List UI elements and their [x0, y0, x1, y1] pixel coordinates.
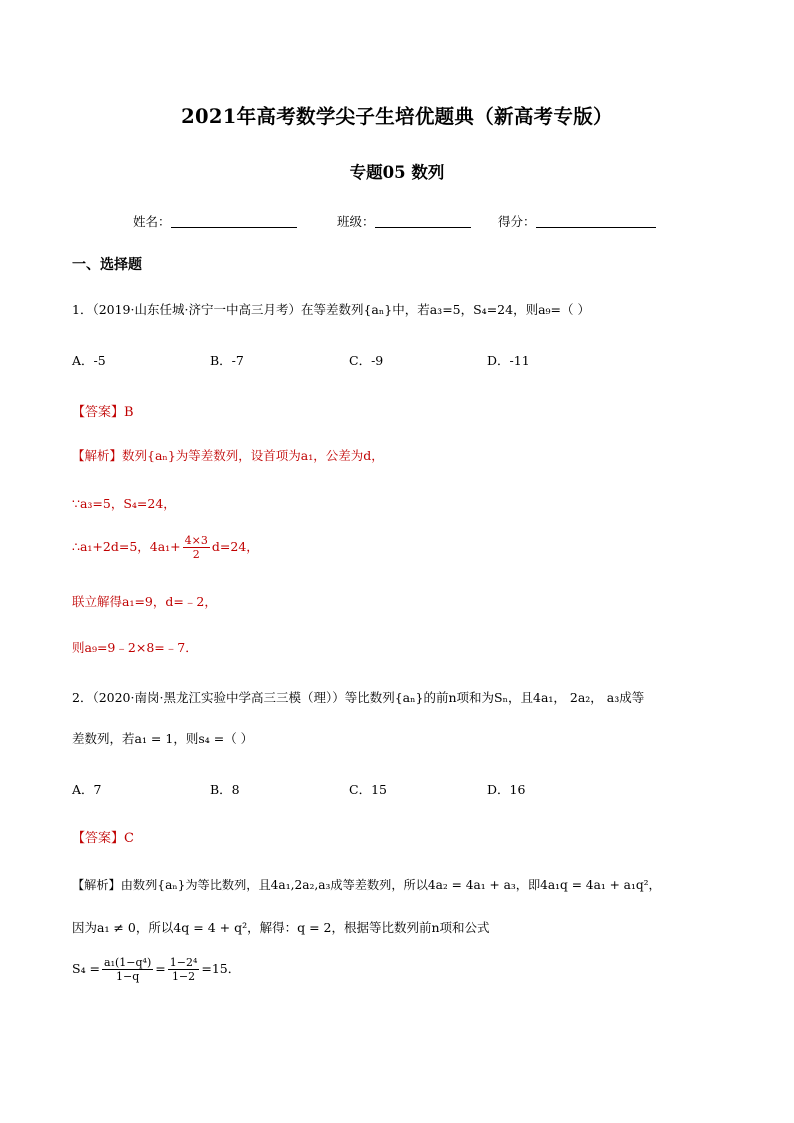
q2-formula-lhs: S₄ =	[72, 961, 101, 976]
q2-fraction-2-numerator: 1−2⁴	[169, 956, 198, 969]
name-label: 姓名：	[133, 214, 171, 229]
q1-option-a[interactable]: A．-5	[72, 353, 106, 368]
score-field[interactable]	[498, 212, 656, 230]
q2-fraction-1-denominator: 1−q	[116, 970, 140, 983]
q1-fraction-denominator: 2	[192, 548, 200, 561]
document-title: 2021年高考数学尖子生培优题典（新高考专版）	[181, 105, 613, 128]
q2-analysis-line-1: 【解析】由数列{aₙ}为等比数列，且4a₁,2a₂,a₃成等差数列，所以4a₂ = 4a₁ + a₃，即4a₁q = 4a₁ + a₁q²，	[72, 878, 661, 892]
q2-formula	[72, 956, 240, 983]
q1-fraction-numerator: 4×3	[184, 534, 208, 547]
q2-option-b[interactable]: B．8	[210, 782, 240, 797]
name-blank[interactable]	[171, 213, 297, 228]
class-label: 班级：	[337, 214, 375, 229]
score-label: 得分：	[498, 214, 536, 229]
q1-fraction	[183, 534, 210, 561]
q2-formula-equals: =	[155, 961, 166, 976]
q2-answer: 【答案】C	[72, 831, 134, 846]
q1-analysis-line-5: 则a₉=9﹣2×8=﹣7．	[72, 640, 198, 655]
class-blank[interactable]	[375, 213, 471, 228]
question-2-stem-line-1: 2．（2020·南岗·黑龙江实验中学高三三模（理））等比数列{aₙ}的前n项和为Sₙ，且4a₁， 2a₂， a₃成等	[72, 690, 645, 705]
question-2-stem-line-2: 差数列，若a₁ = 1，则s₄ =（ ）	[72, 731, 254, 746]
q1-analysis-line-2: ∵a₃=5，S₄=24，	[72, 496, 176, 511]
q1-analysis-line-1: 【解析】数列{aₙ}为等差数列，设首项为a₁，公差为d，	[72, 448, 384, 463]
q1-analysis-line-3-start: ∴a₁+2d=5，4a₁+	[72, 539, 181, 554]
q1-analysis-line-3	[72, 534, 259, 561]
q2-formula-fraction-2	[168, 956, 200, 983]
q2-option-c[interactable]: C．15	[349, 782, 387, 797]
q2-formula-fraction-1	[102, 956, 153, 983]
q1-analysis-line-4: 联立解得a₁=9，d=﹣2，	[72, 594, 217, 609]
q2-fraction-1-numerator: a₁(1−q⁴)	[104, 956, 152, 969]
q2-formula-result: =15．	[201, 961, 241, 976]
q1-option-b[interactable]: B．-7	[210, 353, 244, 368]
q1-option-d[interactable]: D．-11	[487, 353, 530, 368]
question-1-stem: 1．（2019·山东任城·济宁一中高三月考）在等差数列{aₙ}中，若a₃=5，S₄=24，则a₉=（ ）	[72, 302, 590, 317]
class-field[interactable]	[337, 212, 471, 230]
q2-fraction-2-denominator: 1−2	[171, 970, 196, 983]
score-blank[interactable]	[536, 213, 656, 228]
section-heading: 一、选择题	[72, 257, 142, 273]
q1-answer: 【答案】B	[72, 405, 134, 420]
document-subtitle: 专题05 数列	[349, 163, 445, 182]
q1-analysis-line-3-end: d=24，	[211, 539, 259, 554]
q2-option-d[interactable]: D．16	[487, 782, 526, 797]
name-field[interactable]	[133, 212, 297, 230]
q1-option-c[interactable]: C．-9	[349, 353, 384, 368]
q2-option-a[interactable]: A．7	[72, 782, 102, 797]
q2-analysis-line-2: 因为a₁ ≠ 0，所以4q = 4 + q²，解得：q = 2，根据等比数列前n项和公式	[72, 920, 490, 935]
